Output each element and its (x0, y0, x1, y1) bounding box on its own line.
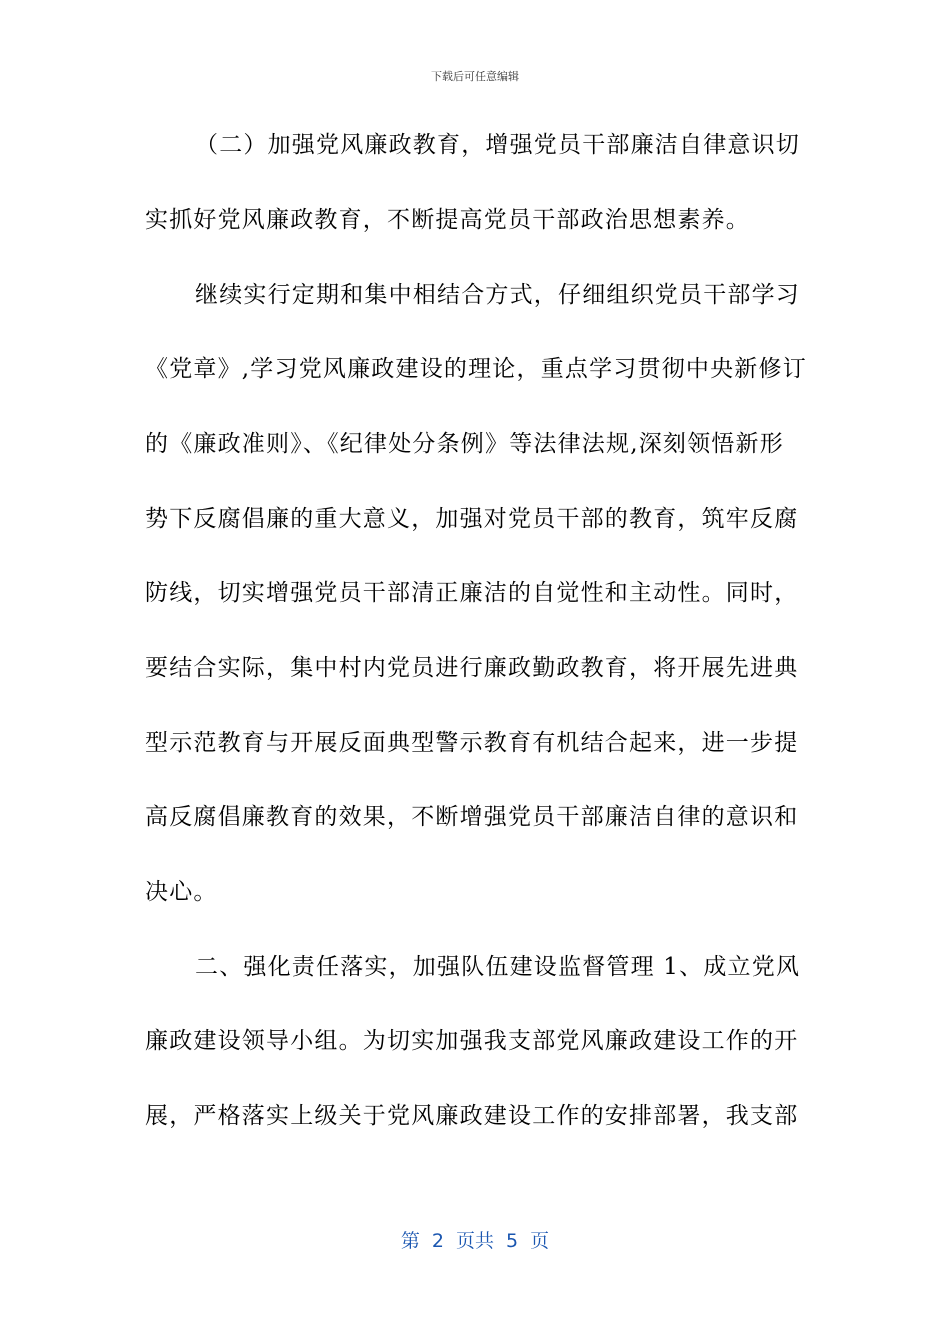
text-line: 廉政建设领导小组。为切实加强我支部党风廉政建设工作的开 (145, 1028, 799, 1054)
text-line: 继续实行定期和集中相结合方式，仔细组织党员干部学习 (195, 282, 800, 308)
text-line: 决心。 (145, 879, 218, 905)
text-line: （二）加强党风廉政教育，增强党员干部廉洁自律意识切 (195, 132, 800, 158)
text-line: 势下反腐倡廉的重大意义，加强对党员干部的教育，筑牢反腐 (145, 506, 799, 532)
text-line: 要结合实际，集中村内党员进行廉政勤政教育，将开展先进典 (145, 655, 799, 681)
text-line: 展，严格落实上级关于党风廉政建设工作的安排部署，我支部 (145, 1103, 799, 1129)
page-indicator: 第 2 页共 5 页 (400, 1230, 550, 1252)
text-line: 防线，切实增强党员干部清正廉洁的自觉性和主动性。同时， (145, 580, 799, 606)
text-line: 的《廉政准则》、《纪律处分条例》等法律法规,深刻领悟新形 (145, 431, 784, 457)
text-line: 高反腐倡廉教育的效果，不断增强党员干部廉洁自律的意识和 (145, 804, 799, 830)
text-line: 型示范教育与开展反面典型警示教育有机结合起来，进一步提 (145, 730, 799, 756)
text-line: 二、强化责任落实，加强队伍建设监督管理 1、成立党风 (195, 954, 801, 980)
header-note: 下载后可任意编辑 (431, 70, 519, 83)
text-line: 《党章》,学习党风廉政建设的理论，重点学习贯彻中央新修订 (145, 356, 807, 382)
text-line: 实抓好党风廉政教育，不断提高党员干部政治思想素养。 (145, 207, 750, 233)
